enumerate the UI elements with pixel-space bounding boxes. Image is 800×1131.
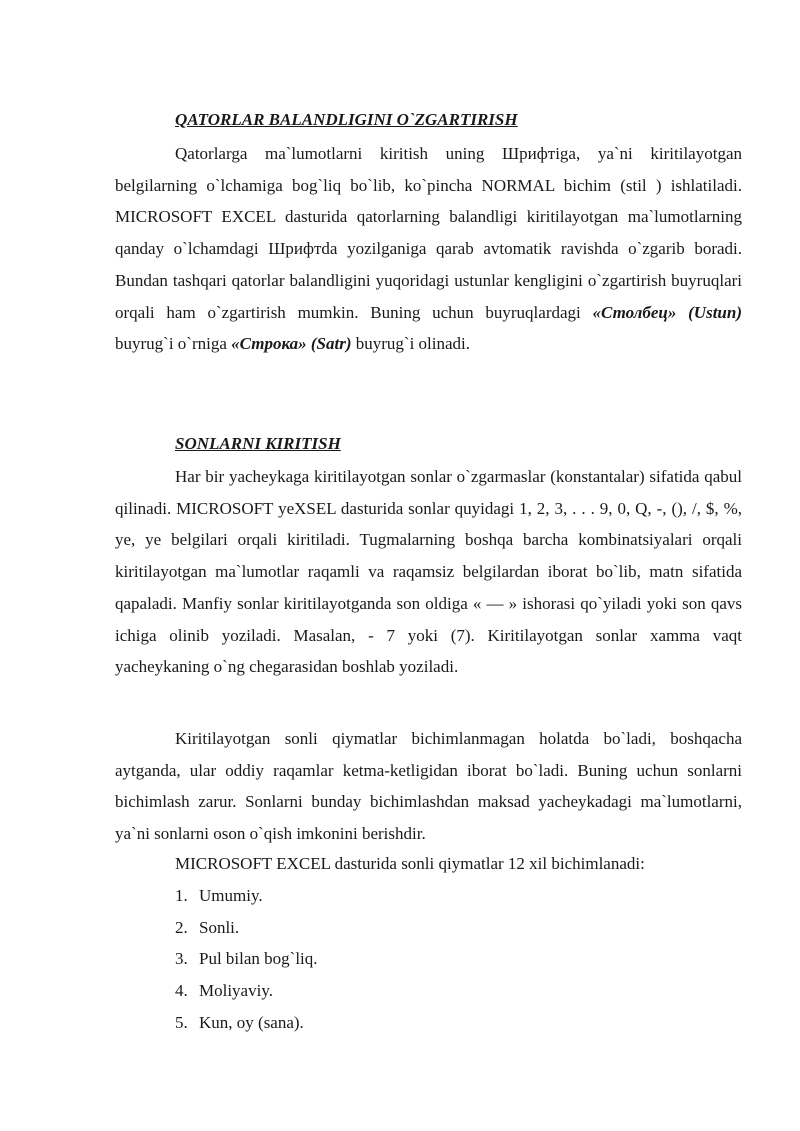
list-text: Sonli. bbox=[199, 917, 240, 937]
list-number: 5. bbox=[175, 1012, 188, 1032]
list-number: 2. bbox=[175, 917, 188, 937]
paragraph-number-formatting: Kiritilayotgan sonli qiymatlar bichimlanmagan holatda bo`ladi, boshqacha aytganda, ular oddiy raqamlar ketma-ketligidan iborat bo`ladi. Buning uchun sonlarni bichimlash zarur. Sonlarni bunday bichimlashdan maksad yacheykadagi ma`lumotlarni, ya`ni sonlarni oson o`qish imkonini berishdir. bbox=[115, 729, 742, 844]
paragraph-row-height bbox=[115, 138, 742, 360]
list-item bbox=[175, 912, 318, 944]
paragraph-text: Qatorlarga ma`lumotlarni kiritish uning Шрифтiga, ya`ni kiritilayotgan belgilarning o`lchamiga bog`liq bo`lib, ko`pincha NORMAL bichim (stil ) ishlatiladi. MICROSOFT EXCEL dasturida qatorlarning balandligi kiritilayotgan ma`lumotlarning qanday o`lchamdagi Шрифтda yozilganiga qarab avtomatik ravishda o`zgarib boradi. Bundan tashqari qatorlar balandligini yuqoridagi ustunlar kengligini o`zgartirish buyruqlari orqali ham o`zgartirish mumkin. Buning uchun buyruqlardagi bbox=[115, 144, 742, 322]
term-row: «Строка» (Satr) bbox=[231, 334, 352, 354]
list-item bbox=[175, 880, 318, 912]
list-item bbox=[175, 1007, 318, 1039]
list-item bbox=[175, 975, 318, 1007]
list-item bbox=[175, 943, 318, 975]
list-number: 1. bbox=[175, 886, 188, 905]
list-text: Kun, oy (sana). bbox=[199, 1012, 304, 1032]
list-text: Pul bilan bog`liq. bbox=[199, 949, 318, 969]
term-column: «Столбец» (Ustun) bbox=[592, 302, 742, 322]
format-list bbox=[175, 880, 318, 1039]
paragraph-text: buyrug`i o`rniga bbox=[115, 334, 232, 354]
paragraph-format-count: MICROSOFT EXCEL dasturida sonli qiymatlar 12 xil bichimlanadi: bbox=[175, 854, 645, 873]
list-text: Umumiy. bbox=[199, 886, 263, 905]
list-number: 3. bbox=[175, 949, 188, 969]
section-heading-row-height: QATORLAR BALANDLIGINI O`ZGARTIRISH bbox=[175, 110, 518, 129]
section-heading-entering-numbers: SONLARNI KIRITISH bbox=[175, 434, 341, 453]
paragraph-entering-numbers: Har bir yacheykaga kiritilayotgan sonlar o`zgarmaslar (konstantalar) sifatida qabul qilinadi. MICROSOFT yeXSEL dasturida sonlar quyidagi 1, 2, 3, . . . 9, 0, Q, -, (), /, $, %, ye, ye belgilari orqali kiritiladi. Tugmalarning boshqa barcha kombinatsiyalari orqali kiritilayotgan ma`lumotlar raqamli va raqamsiz belgilardan iborat bo`lib, matn sifatida qapaladi. Manfiy sonlar kiritilayotganda son oldiga « — » ishorasi qo`yiladi yoki son qavs ichiga olinib yoziladi. Masalan, - 7 yoki (7). Kiritilayotgan sonlar xamma vaqt yacheykaning o`ng chegarasidan boshlab yoziladi. bbox=[115, 467, 742, 677]
paragraph-text: buyrug`i olinadi. bbox=[351, 334, 471, 354]
list-number: 4. bbox=[175, 981, 188, 1001]
list-text: Moliyaviy. bbox=[199, 981, 273, 1001]
